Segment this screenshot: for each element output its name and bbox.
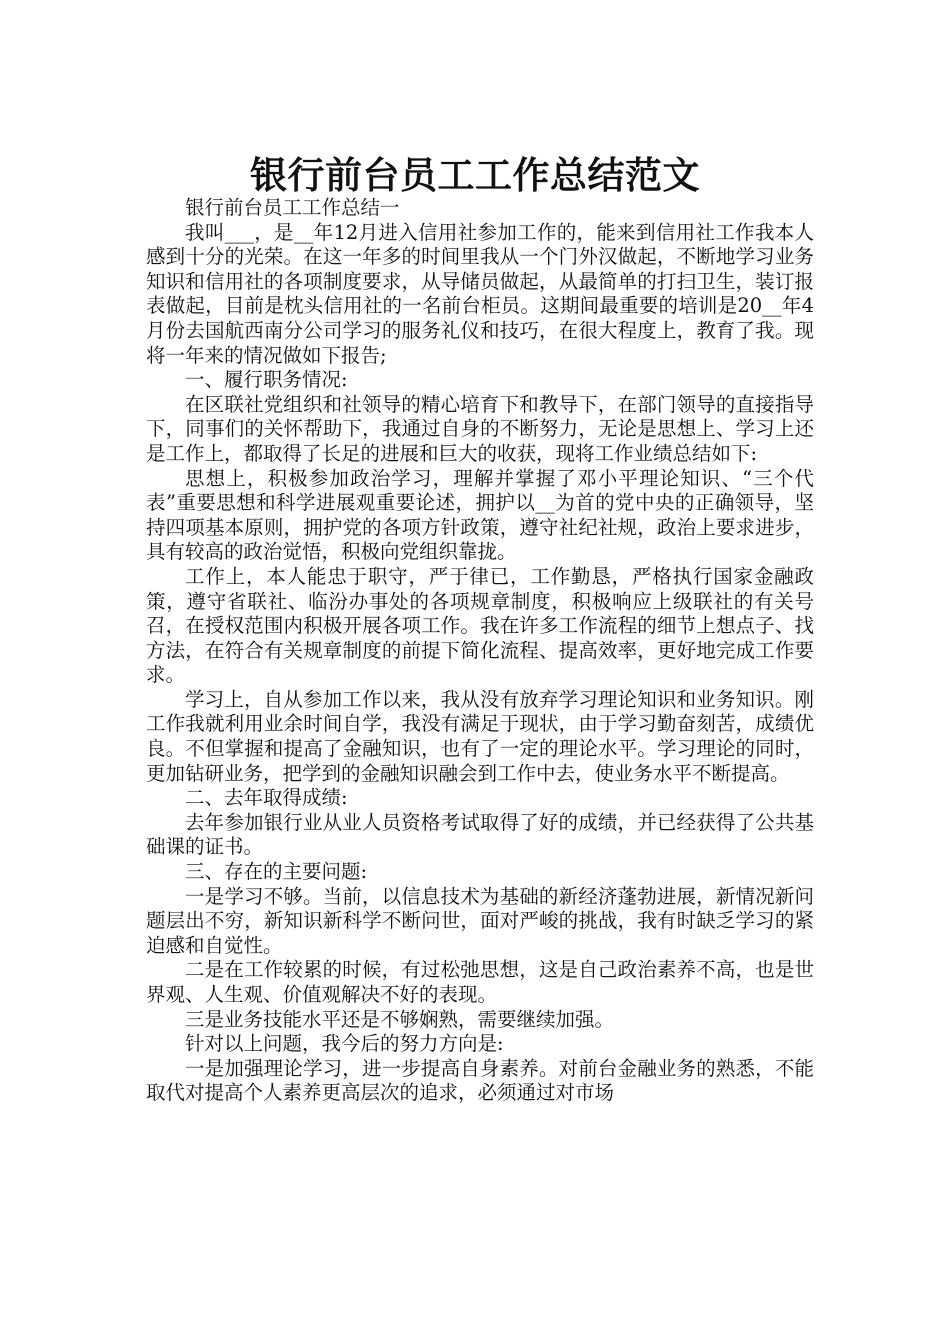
- paragraph: 我叫___，是__年12月进入信用社参加工作的，能来到信用社工作我本人感到十分的光荣。在这一年多的时间里我从一个门外汉做起，不断地学习业务知识和信用社的各项制度要求，从导储员做起，从最简单的打扫卫生，装订报表做起，目前是枕头信用社的一名前台柜员。这期间最重要的培训是20__年4月份去国航西南分公司学习的服务礼仪和技巧，在很大程度上，教育了我。现将一年来的情况做如下报告;: [146, 220, 814, 367]
- paragraph: 三是业务技能水平还是不够娴熟，需要继续加强。: [185, 1007, 615, 1031]
- paragraph: 银行前台员工工作总结一: [185, 196, 400, 219]
- section-heading: 一、履行职务情况:: [185, 368, 348, 392]
- paragraph: 在区联社党组织和社领导的精心培育下和教导下，在部门领导的直接指导下，同事们的关怀帮助下，我通过自身的不断努力，无论是思想上、学习上还是工作上，都取得了长足的进展和巨大的收获，现将工作业绩总结如下:: [146, 392, 814, 465]
- paragraph: 工作上，本人能忠于职守，严于律已，工作勤恳，严格执行国家金融政策，遵守省联社、临汾办事处的各项规章制度，积极响应上级联社的有关号召，在授权范围内积极开展各项工作。我在许多工作流程的细节上想点子、找方法，在符合有关规章制度的前提下简化流程、提高效率，更好地完成工作要求。: [146, 564, 814, 687]
- section-heading: 二、去年取得成绩:: [185, 786, 348, 810]
- paragraph: 二是在工作较累的时候，有过松弛思想，这是自己政治素养不高，也是世界观、人生观、价值观解决不好的表现。: [146, 958, 814, 1006]
- paragraph: 去年参加银行业从业人员资格考试取得了好的成绩，并已经获得了公共基础课的证书。: [146, 810, 814, 859]
- paragraph: 思想上，积极参加政治学习，理解并掌握了邓小平理论知识、“三个代表”重要思想和科学进展观重要论述，拥护以__为首的党中央的正确领导，坚持四项基本原则，拥护党的各项方针政策，遵守社纪社规，政治上要求进步，具有较高的政治觉悟，积极向党组织靠拢。: [146, 466, 814, 564]
- paragraph: 一是加强理论学习，进一步提高自身素养。对前台金融业务的熟悉，不能取代对提高个人素养更高层次的追求，必须通过对市场: [146, 1056, 814, 1105]
- paragraph: 学习上，自从参加工作以来，我从没有放弃学习理论知识和业务知识。刚工作我就利用业余时间自学，我没有满足于现状，由于学习勤奋刻苦，成绩优良。不但掌握和提高了金融知识，也有了一定的理论水平。学习理论的同时，更加钻研业务，把学到的金融知识融会到工作中去，使业务水平不断提高。: [146, 687, 814, 785]
- section-heading: 三、存在的主要问题:: [185, 860, 368, 884]
- paragraph: 一是学习不够。当前，以信息技术为基础的新经济蓬勃进展，新情况新问题层出不穷，新知识新科学不断问世，面对严峻的挑战，我有时缺乏学习的紧迫感和自觉性。: [146, 884, 814, 957]
- document-title: 银行前台员工工作总结范文: [250, 153, 700, 197]
- paragraph: 针对以上问题，我今后的努力方向是:: [185, 1032, 504, 1056]
- document-body: [146, 196, 814, 1106]
